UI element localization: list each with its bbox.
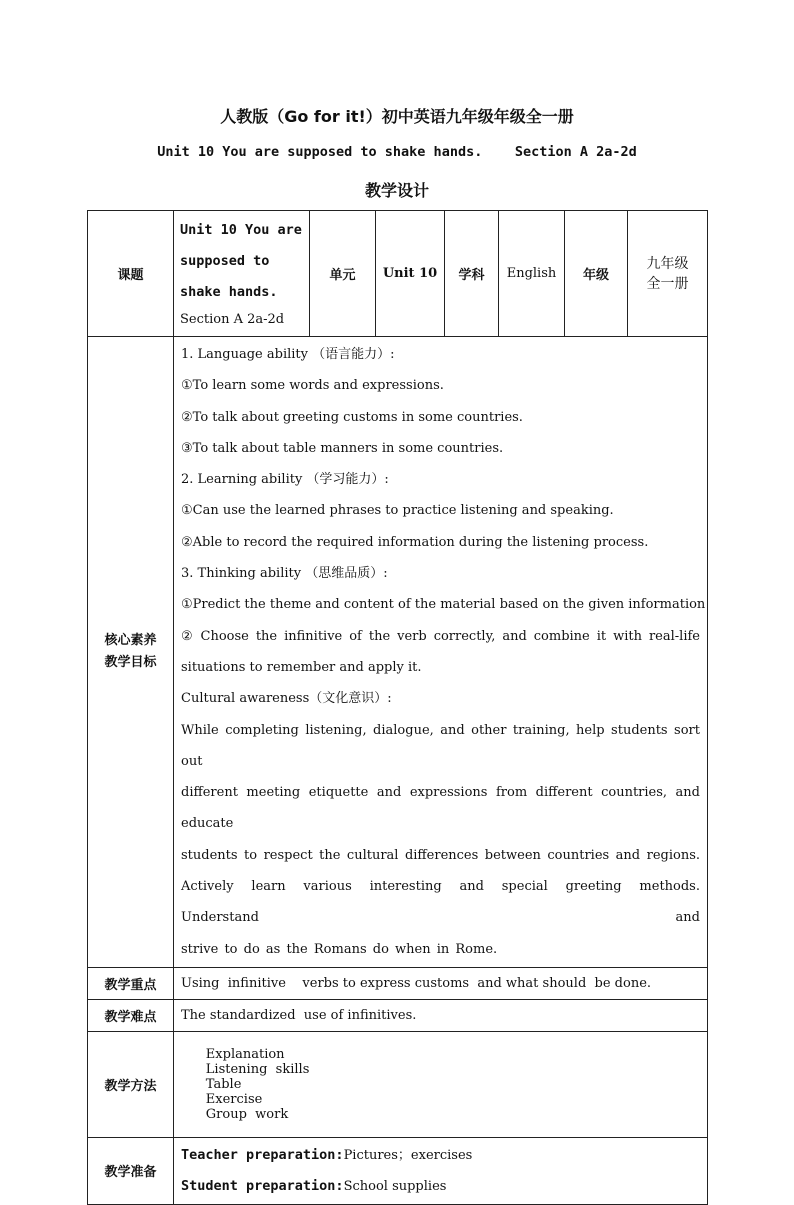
goal-line: ③To talk about table manners in some countries. [181, 440, 504, 456]
lesson-plan-table [87, 210, 708, 1205]
grade-value [628, 211, 708, 337]
method-item: Table [205, 1076, 242, 1092]
goals-content [174, 337, 708, 968]
topic-line: supposed to [180, 253, 270, 269]
goal-line: ①Can use the learned phrases to practice listening and speaking. [181, 503, 614, 519]
topic-section: Section A 2a-2d [180, 312, 285, 327]
goal-line: ①To learn some words and expressions. [181, 378, 444, 394]
subject-value: English [499, 211, 565, 337]
preparation-row [88, 1137, 708, 1204]
grade-value-line: 全一册 [646, 275, 689, 292]
key-points-value: Using infinitive verbs to express customs and what should be done. [174, 967, 708, 999]
preparation-label: 教学准备 [88, 1137, 174, 1204]
teacher-preparation-key: Teacher preparation: [181, 1146, 344, 1163]
goal-line: ②To talk about greeting customs in some countries. [181, 409, 523, 425]
methods-value [174, 1031, 708, 1137]
goal-line: 1. Language ability （语言能力）: [181, 347, 395, 362]
student-preparation-key: Student preparation: [181, 1177, 344, 1194]
methods-label: 教学方法 [88, 1031, 174, 1137]
topic-label: 课题 [88, 211, 174, 337]
subject-label: 学科 [445, 211, 499, 337]
topic-line: shake hands. [180, 284, 278, 300]
goal-line: 3. Thinking ability （思维品质）: [181, 566, 388, 582]
method-item: Listening skills [205, 1061, 310, 1077]
goals-row [88, 337, 708, 968]
grade-label: 年级 [565, 211, 628, 337]
preparation-value [174, 1137, 708, 1204]
goal-line: Cultural awareness（文化意识）: [181, 691, 392, 707]
goal-line: 2. Learning ability （学习能力）: [181, 472, 389, 488]
goal-line: students to respect the cultural differences between countries and regions. [181, 847, 700, 863]
document-type-heading: 教学设计 [364, 181, 429, 200]
unit-value: Unit 10 [376, 211, 445, 337]
info-row [88, 211, 708, 337]
teacher-preparation-value: Pictures；exercises [343, 1147, 473, 1163]
method-item: Explanation [205, 1046, 285, 1062]
goals-label-line: 教学目标 [104, 654, 157, 670]
goal-line: While completing listening, dialogue, and other training, help students sort out [181, 722, 700, 769]
unit-label: 单元 [310, 211, 376, 337]
goals-label [88, 337, 174, 968]
teacher-preparation [181, 1140, 700, 1171]
key-points-label: 教学重点 [88, 967, 174, 999]
key-points-row [88, 967, 708, 999]
goal-line: ②Able to record the required information during the listening process. [181, 534, 649, 550]
methods-row [88, 1031, 708, 1137]
difficulties-row [88, 999, 708, 1031]
student-preparation [181, 1171, 700, 1202]
document-title: 人教版（Go for it!）初中英语九年级年级全一册 [220, 107, 574, 126]
lesson-subtitle: Unit 10 You are supposed to shake hands. Section A 2a-2d [157, 144, 637, 160]
difficulties-label: 教学难点 [88, 999, 174, 1031]
grade-value-line: 九年级 [646, 255, 689, 272]
goal-line: different meeting etiquette and expressions from different countries, and educate [181, 785, 700, 832]
goals-label-line: 核心素养 [104, 632, 157, 648]
method-item: Exercise [205, 1091, 263, 1107]
goal-line: Actively learn various interesting and special greeting methods. Understand and [181, 879, 700, 926]
topic-line: Unit 10 You are [180, 222, 302, 238]
topic-value [174, 211, 310, 337]
goal-line: ①Predict the theme and content of the material based on the given information [181, 597, 706, 613]
student-preparation-value: School supplies [343, 1178, 447, 1194]
goal-line: ② Choose the infinitive of the verb correctly, and combine it with real-life [181, 628, 700, 644]
goal-line: situations to remember and apply it. [181, 659, 422, 675]
difficulties-value: The standardized use of infinitives. [174, 999, 708, 1031]
method-item: Group work [205, 1106, 289, 1122]
goal-line: strive to do as the Romans do when in Rome. [181, 941, 498, 957]
